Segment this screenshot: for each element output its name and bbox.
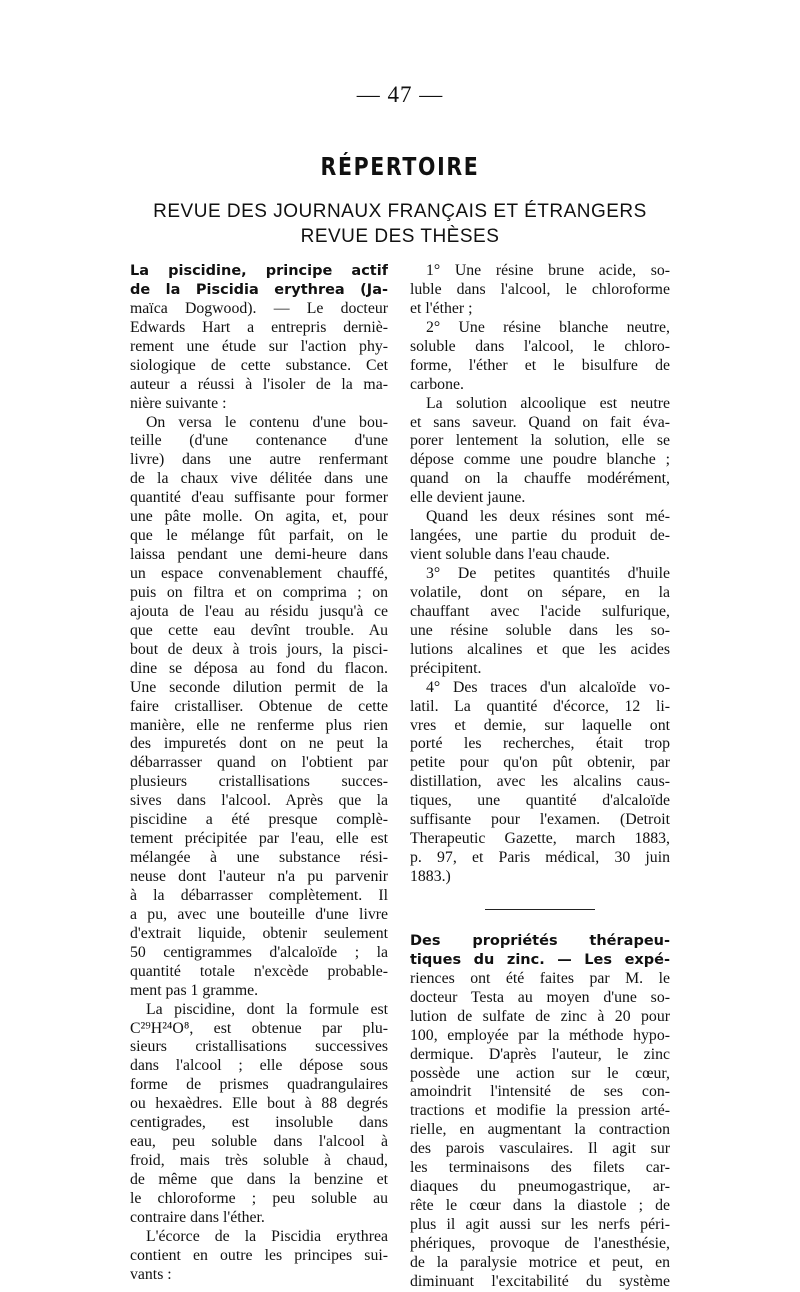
text-line: Therapeutic Gazette, march 1883, [410, 830, 670, 848]
text-line: La solution alcoolique est neutre [426, 394, 670, 412]
text-line: livre) dans une autre renfermant [130, 451, 388, 469]
text-line: plus il agit aussi sur les nerfs péri- [410, 1216, 670, 1233]
text-line: de même que dans la benzine et [130, 1171, 388, 1188]
text-line: des parois vasculaires. Il agit sur [410, 1140, 670, 1158]
text-line: une résine soluble dans les so- [410, 621, 670, 639]
text-line: 4° Des traces d'un alcaloïde vo- [426, 678, 670, 696]
section-divider [485, 909, 595, 910]
text-line: riences ont été faites par M. le [410, 969, 670, 987]
left-column [130, 262, 388, 1285]
text-line: distillation, avec les alcalins caus- [410, 773, 670, 791]
text-line: latil. La quantité d'écorce, 12 li- [410, 697, 670, 715]
text-line: bout de deux à trois jours, la pisci- [130, 640, 388, 658]
text-line: forme de prismes quadrangulaires [130, 1076, 388, 1094]
text-line: docteur Testa au moyen d'une so- [410, 988, 670, 1006]
text-line: a pu, avec une bouteille d'une livre [130, 905, 388, 923]
text-line: elle devient jaune. [410, 489, 526, 507]
text-line: C²⁹H²⁴O⁸, est obtenue par plu- [130, 1019, 388, 1037]
text-line: dine se déposa au fond du flacon. [130, 659, 388, 677]
text-line: quand on la chauffe modérément, [410, 470, 670, 488]
text-line: phériques, provoque de l'anesthésie, [410, 1234, 670, 1252]
text-line: rielle, en augmentant la contraction [410, 1121, 670, 1139]
text-line: langées, une partie du produit de- [410, 527, 670, 545]
text-line: possède une action sur le cœur, [410, 1064, 670, 1082]
text-line: précipitent. [410, 659, 482, 677]
article-heading-line: de la Piscidia erythrea (Ja- [130, 281, 388, 298]
page-title: RÉPERTOIRE [320, 152, 480, 181]
text-line: ment pas 1 gramme. [130, 981, 259, 999]
text-line: volatile, dont on sépare, en la [410, 583, 670, 601]
article-heading-line: La piscidine, principe actif [130, 263, 388, 279]
text-line: 2° Une résine blanche neutre, [426, 318, 670, 336]
text-line: rête le cœur dans la diastole ; de [410, 1197, 670, 1215]
text-line: Edwards Hart a entrepris derniè- [130, 318, 388, 336]
text-line: auteur a réussi à l'isoler de la ma- [130, 375, 388, 393]
text-line: lution de sulfate de zinc à 20 pour [410, 1007, 670, 1025]
text-line: d'extrait liquide, obtenir seulement [130, 924, 388, 942]
text-line: quantité totale n'excède probable- [130, 962, 388, 980]
text-line: piscidine a été presque complè- [130, 811, 388, 829]
text-line: p. 97, et Paris médical, 30 juin [410, 849, 670, 867]
text-line: eau, peu soluble dans l'alcool à [130, 1133, 388, 1151]
text-line: forme, l'éther et le bisulfure de [410, 356, 670, 374]
subtitle [0, 199, 800, 249]
text-line: tractions et modifie la pression arté- [410, 1102, 670, 1120]
right-column [410, 262, 670, 1292]
text-line: débarrasser quand on l'obtient par [130, 754, 388, 772]
zinc-article [410, 932, 670, 1292]
text-line: plusieurs cristallisations succes- [130, 773, 388, 791]
text-line: sives dans l'alcool. Après que la [130, 792, 388, 810]
text-line: ajouta de l'eau au résidu jusqu'à ce [130, 602, 388, 620]
text-line: soluble dans l'alcool, le chloro- [410, 337, 670, 355]
text-line: lutions alcalines et que les acides [410, 640, 670, 658]
text-line: que le mélange fût parfait, on le [130, 527, 388, 545]
text-line: 50 centigrammes d'alcaloïde ; la [130, 943, 388, 961]
text-line: à la débarrasser complètement. Il [130, 886, 388, 904]
text-line: vants : [130, 1265, 172, 1283]
text-line: maïca Dogwood). — Le docteur [130, 299, 388, 317]
text-line: siologique de cette substance. Cet [130, 356, 388, 374]
text-line: quantité d'eau suffisante pour former [130, 489, 388, 507]
subtitle-line-2: REVUE DES THÈSES [300, 226, 500, 247]
text-line: diaques du pneumogastrique, ar- [410, 1178, 670, 1196]
text-line: froid, mais très soluble à chaud, [130, 1152, 388, 1170]
text-line: Une seconde dilution permit de la [130, 678, 388, 696]
text-line: suffisante pour l'examen. (Detroit [410, 811, 670, 829]
text-line: Quand les deux résines sont mé- [426, 508, 670, 526]
text-line: un espace convenablement chauffé, [130, 565, 388, 582]
text-line: ou hexaèdres. Elle bout à 88 degrés [130, 1095, 388, 1113]
text-line: nière suivante : [130, 394, 227, 412]
text-line: puis on filtra et on comprima ; on [130, 583, 388, 601]
text-line: tiques, une quantité d'alcaloïde [410, 792, 670, 810]
text-line: le chloroforme ; peu soluble au [130, 1189, 388, 1207]
text-line: neuse dont l'auteur n'a pu parvenir [130, 868, 388, 885]
text-line: carbone. [410, 375, 464, 393]
text-line: tement précipitée par l'eau, elle est [130, 830, 388, 848]
text-line: La piscidine, dont la formule est [146, 1000, 388, 1018]
text-line: les terminaisons des filets car- [410, 1159, 670, 1177]
text-line: vres et demie, sur laquelle ont [410, 716, 670, 734]
text-line: sieurs cristallisations successives [130, 1038, 388, 1056]
text-line: petite pour qu'on pût obtenir, par [410, 754, 670, 772]
text-line: teille (d'une contenance d'une [130, 432, 388, 450]
text-line: une pâte molle. On agita, et, pour [130, 508, 388, 526]
text-line: vient soluble dans l'eau chaude. [410, 546, 610, 564]
text-line: centigrades, est insoluble dans [130, 1114, 388, 1132]
text-line: 1° Une résine brune acide, so- [426, 262, 670, 279]
text-line: mélangée à une substance rési- [130, 849, 388, 867]
text-line: manière, elle ne renferme plus rien [130, 716, 388, 734]
text-line: amoindrit l'intensité de ses con- [410, 1083, 670, 1101]
text-line: des impuretés dont on ne peut la [130, 735, 388, 753]
text-line: dépose comme une poudre blanche ; [410, 451, 670, 469]
text-line: faire cristalliser. Obtenue de cette [130, 697, 388, 715]
text-line: porer lentement la solution, elle se [410, 432, 670, 450]
text-line: dans l'alcool ; elle dépose sous [130, 1057, 388, 1075]
text-line: et sans saveur. Quand on fait éva- [410, 413, 670, 431]
text-line: contient en outre les principes sui- [130, 1246, 388, 1264]
text-line: 100, employée par la méthode hypo- [410, 1026, 670, 1044]
text-line: de la chaux vive délitée dans une [130, 470, 388, 488]
text-line: On versa le contenu d'une bou- [146, 413, 388, 431]
text-line: laissa pendant une demi-heure dans [130, 546, 388, 564]
subtitle-line-1: REVUE DES JOURNAUX FRANÇAIS ET ÉTRANGERS [153, 201, 647, 222]
text-line: porté les recherches, était trop [410, 735, 670, 753]
text-line: contraire dans l'éther. [130, 1208, 265, 1226]
page-number: — 47 — [356, 82, 444, 107]
text-line: chauffant avec l'acide sulfurique, [410, 602, 670, 620]
text-line: 3° De petites quantités d'huile [426, 565, 670, 582]
text-line: et l'éther ; [410, 299, 473, 317]
text-line: L'écorce de la Piscidia erythrea [146, 1227, 388, 1245]
text-line: diminuant l'excitabilité du système [410, 1272, 670, 1290]
text-line: que cette eau devînt trouble. Au [130, 621, 388, 639]
text-line: dermique. D'après l'auteur, le zinc [410, 1045, 670, 1063]
piscidine-article-continued [410, 262, 670, 887]
text-line: de la paralysie motrice et peut, en [410, 1253, 670, 1271]
text-line: luble dans l'alcool, le chloroforme [410, 280, 670, 298]
text-line: 1883.) [410, 868, 451, 885]
article-heading-line: Des propriétés thérapeu- [410, 932, 670, 949]
text-line: rement une étude sur l'action phy- [130, 337, 388, 355]
article-heading-line: tiques du zinc. — Les expé- [410, 951, 670, 968]
